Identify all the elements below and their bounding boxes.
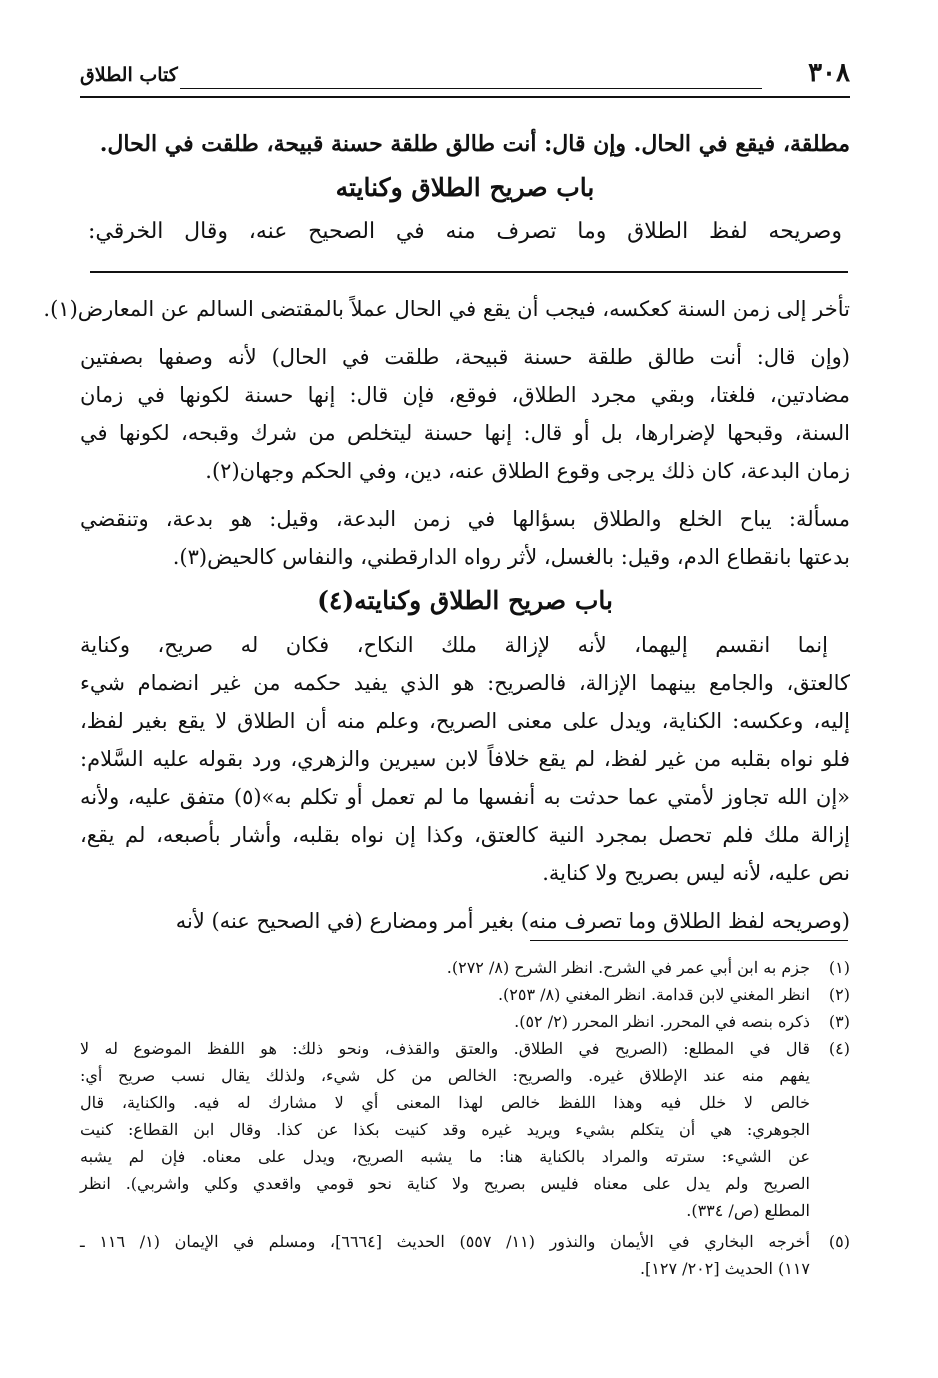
footnote-number: (٤) xyxy=(828,1039,850,1058)
commentary-line: فلو نواه بقلبه من غير لفظ، لم يقع خلافاً لابن سيرين والزهري، ورد بقوله عليه السَّلام: xyxy=(80,747,851,771)
footnote-text: ١١٧) الحديث [٢٠٢/ ١٢٧]. xyxy=(639,1259,810,1278)
footnote-text: انظر المغني لابن قدامة. انظر المغني (٨/ ٢٥٣). xyxy=(497,985,810,1004)
footnote-rule xyxy=(530,940,848,941)
commentary-line: إزالة ملك فلم تحصل بمجرد النية كالعتق، وكذا إن نواه بقلبه، وأشار بأصبعه، لم يقع، xyxy=(80,823,850,847)
footnote xyxy=(80,981,850,1008)
chapter-heading: باب صريح الطلاق وكنايته xyxy=(335,173,595,202)
footnote-continuation xyxy=(80,1255,850,1282)
main-text-line: مطلقة، فيقع في الحال. وإن قال: أنت طالق طلقة حسنة قبيحة، طلقت في الحال. xyxy=(99,131,850,157)
footnote-continuation xyxy=(80,1116,850,1143)
footnote-text: ذكره بنصه في المحرر. انظر المحرر (٢/ ٥٢). xyxy=(514,1012,810,1031)
footnote-number: (٥) xyxy=(828,1232,850,1251)
commentary-line: تأخر إلى زمن السنة كعكسه، فيجب أن يقع في الحال عملاً بالمقتضى السالم عن المعارض(١). xyxy=(43,297,850,321)
footnote-text: قال في المطلع: (الصريح في الطلاق. والعتق والقذف، ونحو ذلك: هو اللفظ الموضوع له لا xyxy=(80,1039,810,1058)
footnote-number: (١) xyxy=(828,958,850,977)
commentary-line: (وإن قال: أنت طالق طلقة حسنة قبيحة، طلقت في الحال) لأنه وصفها بصفتين xyxy=(80,345,850,369)
section-heading: باب صريح الطلاق وكنايته(٤) xyxy=(317,586,613,615)
footnote-text: المطلع (ص/ ٣٣٤). xyxy=(686,1201,810,1220)
main-text xyxy=(80,124,850,252)
commentary-line: بدعتها بانقطاع الدم، وقيل: بالغسل، لأثر رواه الدارقطني، والنفاس كالحيض(٣). xyxy=(172,545,850,569)
footnote-continuation xyxy=(80,1089,850,1116)
commentary-line: مضادتين، فلغتا، وبقي مجرد الطلاق، فوقع، فإن قال: إنها حسنة لكونها في زمان xyxy=(80,383,850,407)
footnote-continuation xyxy=(80,1143,850,1170)
commentary-line: مسألة: يباح الخلع والطلاق بسؤالها في زمن البدعة، وقيل: هو بدعة، وتنقضي xyxy=(80,507,850,531)
footnote-text: الجوهري: هي أن يتكلم بشيء ويريد غيره وقد كنيت بكذا عن كذا. وقال ابن القطاع: كنيت xyxy=(80,1120,810,1139)
footnote xyxy=(80,954,850,981)
main-text-line: وصريحه لفظ الطلاق وما تصرف منه في الصحيح عنه، وقال الخرقي: xyxy=(88,219,842,244)
commentary-line: نص عليه، لأنه ليس بصريح ولا كناية. xyxy=(542,861,850,885)
commentary-line: «إن الله تجاوز لأمتي عما حدثت به أنفسها ما لم تعمل أو تكلم به»(٥) متفق عليه، ولأنه xyxy=(80,785,850,809)
footnote-number: (٢) xyxy=(828,985,850,1004)
commentary xyxy=(43,290,851,940)
commentary-line: إنما انقسم إليهما، لأنه لإزالة ملك النكاح، فكان له صريح، وكناية xyxy=(80,633,828,657)
book-title: كتاب الطلاق xyxy=(80,64,178,86)
commentary-line: كالعتق، والجامع بينهما الإزالة، فالصريح: هو الذي يفيد حكمه من غير انضمام شيء xyxy=(80,671,850,695)
footnote-number: (٣) xyxy=(828,1012,850,1031)
commentary-line: السنة، وقبحها لإضرارها، بل أو قال: إنها حسنة ليتخلص من شرك وقبحه، لكونها في xyxy=(80,421,850,445)
footnote xyxy=(80,1008,850,1035)
header-rule xyxy=(180,88,762,89)
footnote xyxy=(80,1228,850,1255)
page-number: ٣٠٨ xyxy=(808,58,850,88)
commentary-line: إليه، وعكسه: الكناية، ويدل على معنى الصريح، وعلم منه أن الطلاق لا يقع بغير لفظ، xyxy=(80,709,850,733)
text-separator-rule xyxy=(90,271,848,273)
footnote-continuation xyxy=(80,1170,850,1197)
footnote-text: خالص لا خلل فيه وهذا اللفظ خالص لهذا المعنى أي لا مشارك له فيه. والكناية، قال xyxy=(80,1093,810,1112)
footnote-continuation xyxy=(80,1197,850,1224)
footnote xyxy=(80,1035,850,1062)
commentary-line: زمان البدعة، كان ذلك يرجى وقوع الطلاق عنه، دين، وفي الحكم وجهان(٢). xyxy=(205,459,850,483)
commentary-line: (وصريحه لفظ الطلاق وما تصرف منه) بغير أمر ومضارع (في الصحيح عنه) لأنه xyxy=(175,909,850,933)
footnote-text: يفهم منه عند الإطلاق غيره. والصريح: الخالص من كل شيء، ولذلك يقال نسب صريح أي: xyxy=(80,1066,810,1085)
footnote-text: الصريح ولم يدل على معناه فليس بصريح ولا كناية نحو قومي واقعدي وكلي واشربي). انظر xyxy=(80,1174,810,1193)
footnotes xyxy=(80,954,850,1282)
page-header xyxy=(80,56,850,100)
footnote-text: أخرجه البخاري في الأيمان والنذور (١١/ ٥٥٧) الحديث [٦٦٦٤]، ومسلم في الإيمان (١/ ١١٦ ـ xyxy=(80,1232,810,1251)
footnote-text: جزم به ابن أبي عمر في الشرح. انظر الشرح (٨/ ٢٧٢). xyxy=(446,958,810,977)
header-underline xyxy=(80,96,850,98)
footnote-text: عن الشيء: سترته والمراد بالكناية هنا: ما يشبه الصريح، ويدل على معناه. فإن لم يشبه xyxy=(80,1147,811,1166)
footnote-continuation xyxy=(80,1062,850,1089)
